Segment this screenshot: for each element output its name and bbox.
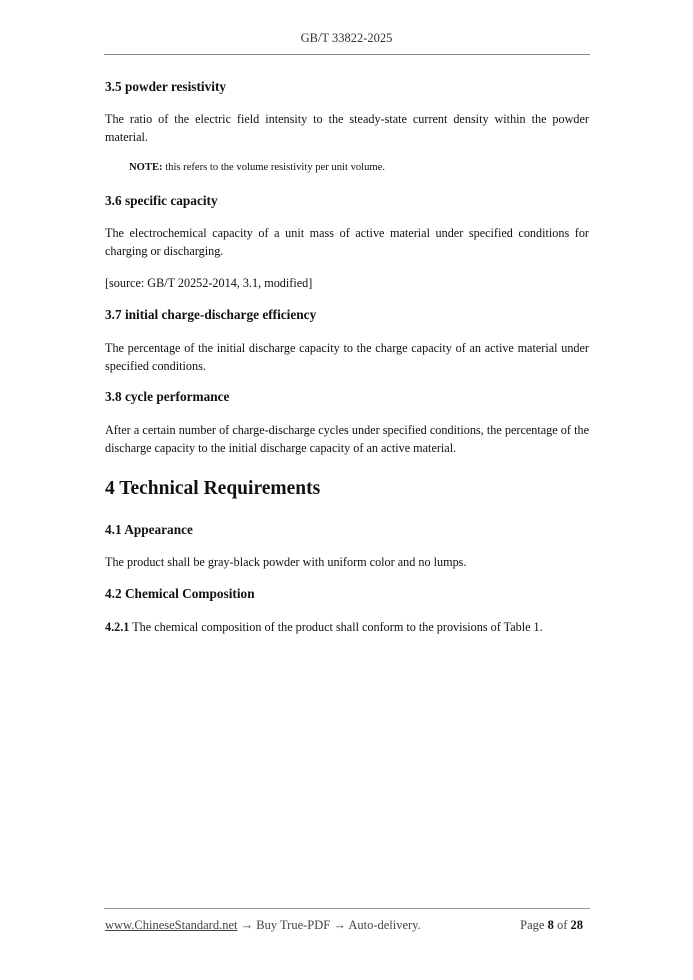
heading-3-7: 3.7 initial charge-discharge efficiency: [105, 307, 317, 322]
heading-4: 4 Technical Requirements: [105, 478, 321, 499]
website-link[interactable]: www.ChineseStandard.net: [105, 918, 238, 932]
header-divider: [104, 54, 590, 55]
paragraph-3-7: The percentage of the initial discharge capacity to the charge capacity of an active material under specified conditions.: [105, 341, 589, 373]
delivery-text: Auto-delivery.: [348, 918, 421, 932]
footer-promo: [105, 918, 421, 933]
buy-link-text: Buy True-PDF: [256, 918, 331, 932]
arrow-right-icon: →: [237, 918, 257, 932]
page-label: Page: [520, 918, 548, 932]
clause-text: The chemical composition of the product shall conform to the provisions of Table 1.: [129, 620, 543, 634]
of-label: of: [553, 918, 571, 932]
clause-4-2-1: [105, 618, 589, 636]
heading-4-2: 4.2 Chemical Composition: [105, 586, 255, 601]
source-3-6: [source: GB/T 20252-2014, 3.1, modified]: [105, 276, 313, 290]
heading-4-1: 4.1 Appearance: [105, 522, 193, 537]
note-label: NOTE:: [129, 162, 163, 173]
page-header-title: GB/T 33822-2025: [300, 31, 393, 45]
heading-3-6: 3.6 specific capacity: [105, 193, 218, 208]
paragraph-4-1: The product shall be gray-black powder with uniform color and no lumps.: [105, 555, 467, 569]
heading-3-8: 3.8 cycle performance: [105, 389, 230, 404]
heading-3-5: 3.5 powder resistivity: [105, 79, 227, 94]
paragraph-3-6: The electrochemical capacity of a unit mass of active material under specified conditions for charging or discharging.: [105, 226, 589, 258]
note-text: this refers to the volume resistivity per unit volume.: [162, 162, 385, 173]
page-indicator: [520, 918, 583, 933]
paragraph-3-8: After a certain number of charge-discharge cycles under specified conditions, the percentage of the discharge capacity to the initial discharge capacity of an active material.: [105, 423, 589, 455]
total-pages: 28: [570, 918, 583, 932]
clause-number: 4.2.1: [105, 620, 130, 634]
note-3-5: [129, 162, 385, 173]
paragraph-3-5: The ratio of the electric field intensity to the steady-state current density within the powder material.: [105, 112, 589, 144]
arrow-right-icon: →: [330, 918, 349, 932]
current-page-number: 8: [547, 918, 554, 932]
footer-divider: [104, 908, 590, 909]
